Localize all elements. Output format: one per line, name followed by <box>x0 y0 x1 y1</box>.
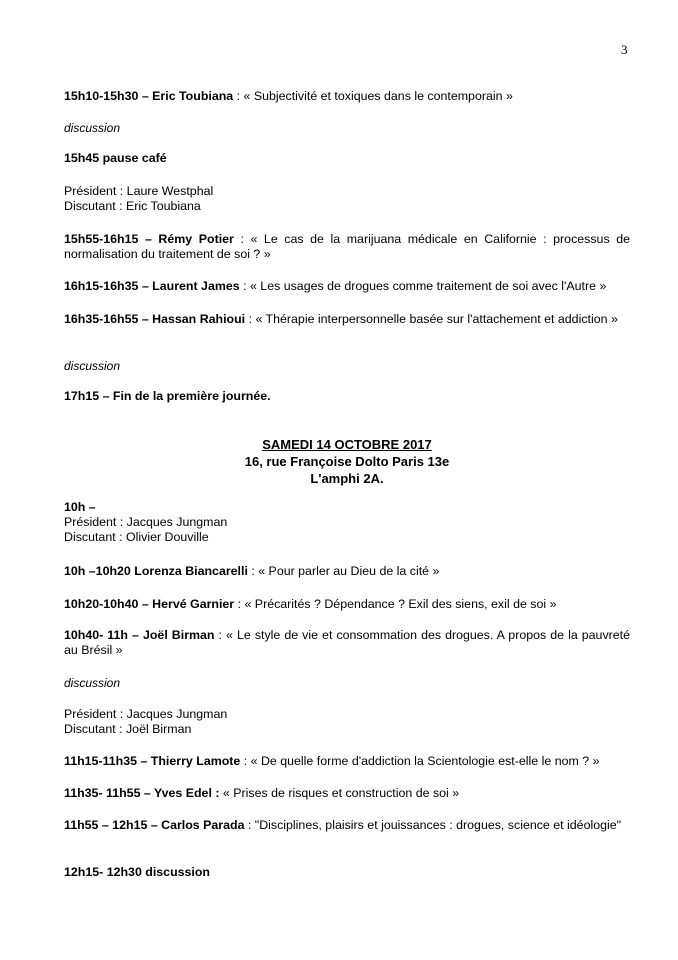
president-line: Président : Jacques Jungman <box>64 707 228 721</box>
session-lamote <box>64 754 630 769</box>
session-edel <box>64 786 630 801</box>
final-discussion: 12h15- 12h30 discussion <box>64 865 211 879</box>
session-time-speaker: 11h55 – 12h15 – Carlos Parada <box>64 818 245 832</box>
session-biancarelli <box>64 564 630 579</box>
session-time-speaker: 10h20-10h40 – Hervé Garnier <box>64 597 235 611</box>
day2-date: SAMEDI 14 OCTOBRE 2017 <box>262 437 432 452</box>
session-title: : « Le style de vie et consommation des drogues. A propos de la pauvreté au Brésil » <box>64 628 630 657</box>
session-parada <box>64 818 630 833</box>
session-title: : « Thérapie interpersonnelle basée sur l'attachement et addiction » <box>245 312 618 326</box>
session-toubiana <box>64 89 630 104</box>
opening-block <box>64 500 630 545</box>
session-title: : « Subjectivité et toxiques dans le contemporain » <box>233 89 513 103</box>
session-title: : « De quelle forme d'addiction la Scientologie est-elle le nom ? » <box>240 754 600 768</box>
discutant-line: Discutant : Joël Birman <box>64 722 192 736</box>
session-birman <box>64 628 630 658</box>
end-of-day: 17h15 – Fin de la première journée. <box>64 389 271 403</box>
session-potier <box>64 232 630 262</box>
session-title: : « Précarités ? Dépendance ? Exil des siens, exil de soi » <box>234 597 557 611</box>
session-title: « Prises de risques et construction de soi » <box>219 786 460 800</box>
panel-chairs-3 <box>64 707 630 737</box>
session-garnier <box>64 597 630 612</box>
session-time-speaker: 16h35-16h55 – Hassan Rahioui <box>64 312 246 326</box>
day2-room: L'amphi 2A. <box>310 471 384 486</box>
pause-cafe: 15h45 pause café <box>64 151 167 165</box>
session-time-speaker: 16h15-16h35 – Laurent James <box>64 279 240 293</box>
session-title: : « Les usages de drogues comme traitement de soi avec l'Autre » <box>239 279 607 293</box>
page-number: 3 <box>621 42 628 57</box>
session-time-speaker: 11h15-11h35 – Thierry Lamote <box>64 754 241 768</box>
session-rahioui <box>64 312 630 327</box>
discussion-label: discussion <box>64 359 121 373</box>
discutant-line: Discutant : Olivier Douville <box>64 530 209 544</box>
session-title: : « Pour parler au Dieu de la cité » <box>247 564 440 578</box>
president-line: Président : Jacques Jungman <box>64 515 228 529</box>
session-title: : "Disciplines, plaisirs et jouissances : drogues, science et idéologie" <box>244 818 622 832</box>
discussion-label: discussion <box>64 676 121 690</box>
day2-heading <box>64 436 630 487</box>
day2-address: 16, rue Françoise Dolto Paris 13e <box>244 454 450 469</box>
session-time-speaker: 15h55-16h15 – Rémy Potier <box>64 232 234 246</box>
session-time-speaker: 15h10-15h30 – Eric Toubiana <box>64 89 234 103</box>
session-title: : « Le cas de la marijuana médicale en Californie : processus de normalisation du traitement de soi ? » <box>64 232 630 261</box>
session-james <box>64 279 630 294</box>
discussion-label: discussion <box>64 121 121 135</box>
panel-chairs-1 <box>64 184 630 214</box>
discutant-line: Discutant : Eric Toubiana <box>64 199 201 213</box>
session-time-speaker: 10h40- 11h – Joël Birman <box>64 628 215 642</box>
session-time-speaker: 10h –10h20 Lorenza Biancarelli <box>64 564 248 578</box>
session-time: 10h – <box>64 500 96 514</box>
session-time-speaker: 11h35- 11h55 – Yves Edel : <box>64 786 220 800</box>
president-line: Président : Laure Westphal <box>64 184 214 198</box>
